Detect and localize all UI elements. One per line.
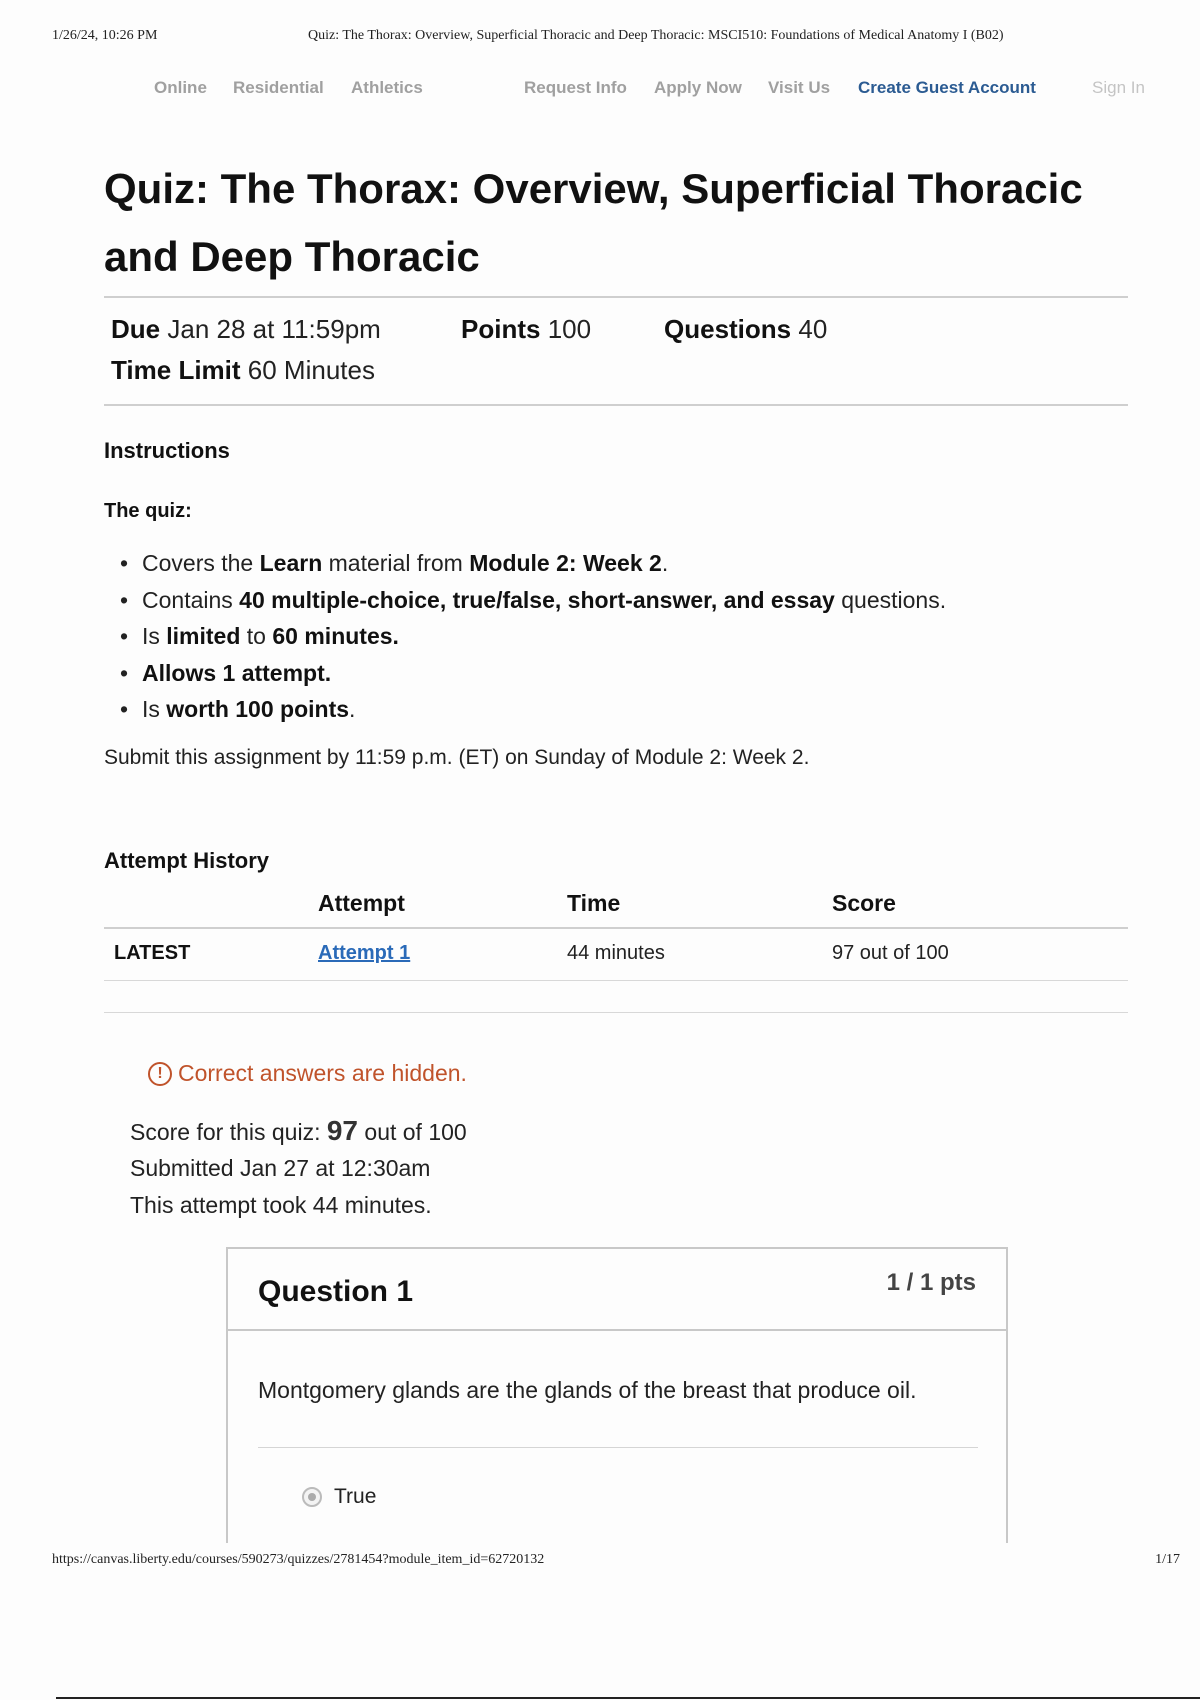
divider bbox=[258, 1447, 978, 1448]
warning-icon: ! bbox=[148, 1062, 172, 1086]
answers-hidden-notice bbox=[148, 1060, 467, 1087]
attempt-score: 97 out of 100 bbox=[832, 942, 949, 964]
table-header-divider bbox=[104, 927, 1128, 929]
nav-link-visit-us[interactable]: Visit Us bbox=[768, 78, 831, 97]
list-item: • Covers the Learn material from Module 2: Week 2. bbox=[142, 548, 946, 585]
page-title-line-1: Quiz: The Thorax: Overview, Superficial Thoracic bbox=[104, 165, 1083, 212]
due-date bbox=[111, 314, 381, 345]
table-row-divider bbox=[104, 980, 1128, 981]
answer-option-true[interactable] bbox=[302, 1485, 376, 1509]
radio-button[interactable] bbox=[302, 1487, 322, 1507]
score-summary bbox=[130, 1114, 467, 1225]
submission-deadline-note: Submit this assignment by 11:59 p.m. (ET) on Sunday of Module 2: Week 2. bbox=[104, 746, 810, 769]
quiz-score: Score for this quiz: 97 out of 100 bbox=[130, 1115, 467, 1146]
column-header-score: Score bbox=[832, 890, 896, 916]
list-item: • Is limited to 60 minutes. bbox=[142, 621, 946, 658]
page-title-line-2: and Deep Thoracic bbox=[104, 233, 480, 280]
list-item: • Allows 1 attempt. bbox=[142, 658, 946, 695]
nav-link-apply-now[interactable]: Apply Now bbox=[654, 78, 742, 97]
due-value: Jan 28 at 11:59pm bbox=[167, 314, 381, 344]
question-header bbox=[228, 1249, 1006, 1331]
print-page-title: Quiz: The Thorax: Overview, Superficial Thoracic and Deep Thoracic: MSCI510: Foundations of Medical Anatomy I (B02) bbox=[308, 28, 1004, 43]
instructions-list bbox=[142, 548, 946, 731]
column-header-attempt: Attempt bbox=[318, 890, 405, 916]
due-label: Due bbox=[111, 314, 161, 344]
time-limit-value: 60 Minutes bbox=[247, 355, 375, 385]
questions-label: Questions bbox=[664, 314, 792, 344]
answer-label: True bbox=[334, 1485, 377, 1508]
instructions-heading: Instructions bbox=[104, 438, 230, 463]
bottom-rule bbox=[56, 1697, 1200, 1699]
attempt-time: 44 minutes bbox=[567, 942, 665, 964]
nav-link-residential[interactable]: Residential bbox=[233, 78, 324, 97]
answers-hidden-text: Correct answers are hidden. bbox=[178, 1060, 467, 1086]
list-item: • Is worth 100 points. bbox=[142, 694, 946, 731]
top-navigation bbox=[0, 78, 1200, 102]
score-value: 97 bbox=[326, 1115, 359, 1146]
divider bbox=[104, 296, 1128, 298]
section-divider bbox=[104, 1012, 1128, 1013]
attempt-duration: This attempt took 44 minutes. bbox=[130, 1192, 432, 1218]
questions-info bbox=[664, 314, 827, 345]
time-limit-label: Time Limit bbox=[111, 355, 241, 385]
submitted-date: Submitted Jan 27 at 12:30am bbox=[130, 1155, 431, 1181]
nav-link-request-info[interactable]: Request Info bbox=[524, 78, 627, 97]
page-title bbox=[104, 155, 1104, 291]
question-text: Montgomery glands are the glands of the breast that produce oil. bbox=[258, 1377, 917, 1403]
nav-link-online[interactable]: Online bbox=[154, 78, 207, 97]
sign-in-link[interactable]: Sign In bbox=[1092, 78, 1145, 97]
print-date: 1/26/24, 10:26 PM bbox=[52, 28, 158, 43]
question-title: Question 1 bbox=[258, 1275, 414, 1308]
points-info bbox=[461, 314, 591, 345]
time-limit bbox=[111, 355, 375, 386]
questions-value: 40 bbox=[798, 314, 828, 344]
create-guest-account-link[interactable]: Create Guest Account bbox=[858, 78, 1036, 97]
attempt-history-heading: Attempt History bbox=[104, 848, 270, 873]
divider bbox=[104, 404, 1128, 406]
question-card bbox=[226, 1247, 1008, 1543]
nav-link-athletics[interactable]: Athletics bbox=[351, 78, 423, 97]
attempt-1-link[interactable]: Attempt 1 bbox=[318, 942, 411, 964]
column-header-time: Time bbox=[567, 890, 621, 916]
points-label: Points bbox=[461, 314, 541, 344]
latest-label: LATEST bbox=[114, 942, 191, 964]
page-number: 1/17 bbox=[1155, 1552, 1180, 1567]
question-points: 1 / 1 pts bbox=[886, 1269, 976, 1296]
points-value: 100 bbox=[547, 314, 592, 344]
print-url: https://canvas.liberty.edu/courses/590273/quizzes/2781454?module_item_id=62720132 bbox=[52, 1552, 545, 1567]
instructions-subheading: The quiz: bbox=[104, 500, 192, 522]
list-item: • Contains 40 multiple-choice, true/false, short-answer, and essay questions. bbox=[142, 585, 946, 622]
